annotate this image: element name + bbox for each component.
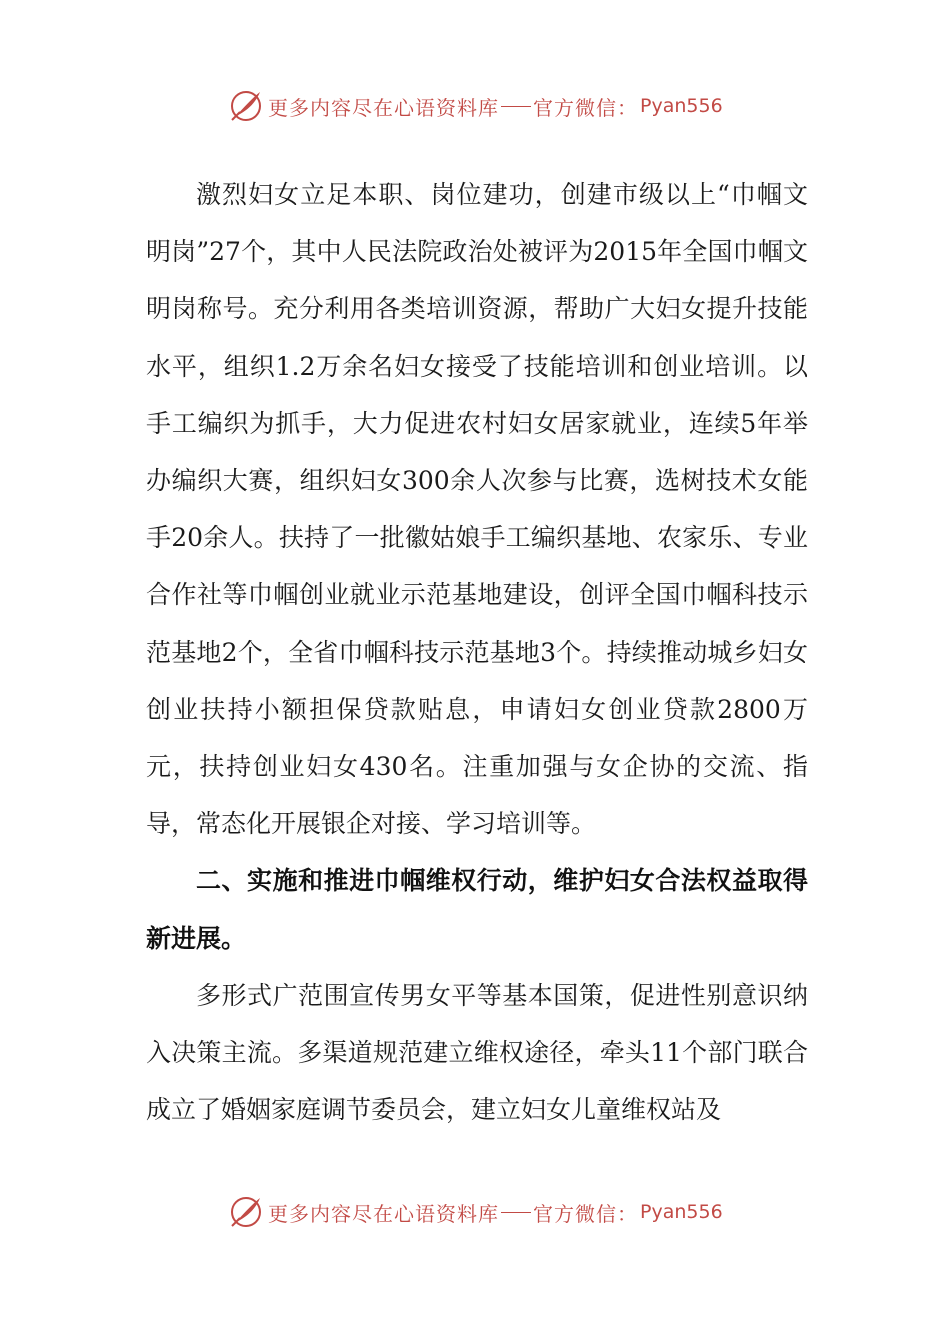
section-heading: 二、实施和推进巾帼维权行动，维护妇女合法权益取得新进展。 bbox=[146, 866, 808, 953]
header-watermark bbox=[228, 86, 723, 126]
watermark-code: Pyan556 bbox=[640, 1201, 723, 1223]
watermark-official: 官方微信： bbox=[533, 95, 638, 120]
watermark-code: Pyan556 bbox=[640, 95, 723, 117]
watermark-dash bbox=[501, 106, 531, 107]
watermark-brand: 更多内容尽在心语资料库 bbox=[268, 1201, 499, 1226]
watermark-brand: 更多内容尽在心语资料库 bbox=[268, 95, 499, 120]
quill-logo-icon bbox=[228, 88, 264, 124]
quill-logo-icon bbox=[228, 1194, 264, 1230]
watermark-dash bbox=[501, 1212, 531, 1213]
paragraph-rights: 多形式广范围宣传男女平等基本国策，促进性别意识纳入决策主流。多渠道规范建立维权途径，牵头11个部门联合成立了婚姻家庭调节委员会，建立妇女儿童维权站及 bbox=[146, 980, 808, 1125]
footer-watermark bbox=[228, 1192, 723, 1232]
document-body bbox=[146, 166, 808, 1138]
watermark-official: 官方微信： bbox=[533, 1201, 638, 1226]
paragraph-employment: 激烈妇女立足本职、岗位建功，创建市级以上“巾帼文明岗”27个，其中人民法院政治处被评为2015年全国巾帼文明岗称号。充分利用各类培训资源，帮助广大妇女提升技能水平，组织1.2万余名妇女接受了技能培训和创业培训。以手工编织为抓手，大力促进农村妇女居家就业，连续5年举办编织大赛，组织妇女300余人次参与比赛，选树技术女能手20余人。扶持了一批徽姑娘手工编织基地、农家乐、专业合作社等巾帼创业就业示范基地建设，创评全国巾帼科技示范基地2个，全省巾帼科技示范基地3个。持续推动城乡妇女创业扶持小额担保贷款贴息，申请妇女创业贷款2800万元，扶持创业妇女430名。注重加强与女企协的交流、指导，常态化开展银企对接、学习培训等。 bbox=[146, 180, 808, 839]
